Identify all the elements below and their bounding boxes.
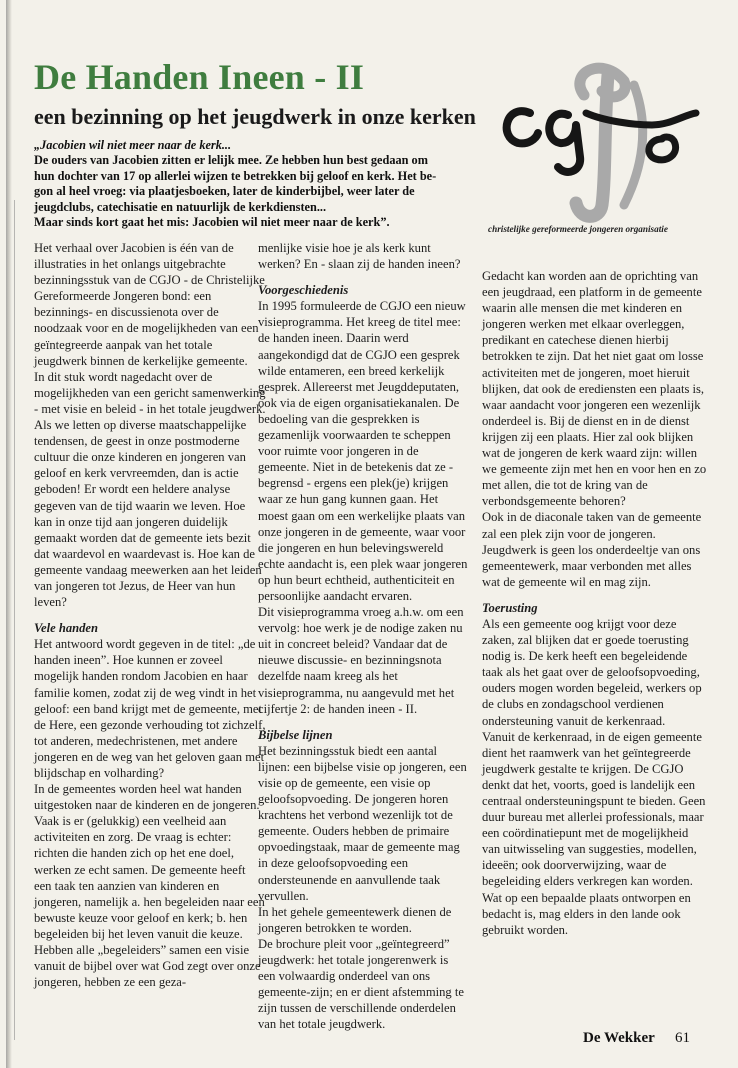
paragraph: Het verhaal over Jacobien is één van de illustraties in het onlangs uitgebrachte bezinningsstuk van de CGJO - de Christelijke Gereformeerde Jongeren bond: een bezinnings- en discussienota over de noodzaak voor en de mogelijkheden van een geïntegreerde aanpak van het totale jeugdwerk binnen de kerkelijke gemeente. [34, 241, 265, 368]
paragraph: In het gehele gemeentewerk dienen de jongeren betrokken te worden. [258, 904, 452, 935]
intro-line: De ouders van Jacobien zitten er lelijk mee. Ze hebben hun best gedaan om [34, 153, 428, 168]
paragraph: In de gemeentes worden heel wat handen uitgestoken naar de kinderen en de jongeren. Vaak is er (gelukkig) een veelheid aan activiteiten en zorg. De vraag is echter: richten die handen zich op het ene doel, werken ze echt samen. De gemeente heeft een taak ten aanzien van kinderen en jongeren, namelijk a. hen begeleiden naar een bewuste keuze voor geloof en kerk; b. hen begeleiden bij het leven vanuit die keuze. Hebben alle „begeleiders” samen een visie vanuit de bijbel over wat God zegt over onze jongeren, hebben ze een geza- [34, 782, 265, 990]
article-subtitle: een bezinning op het jeugdwerk in onze kerken [34, 104, 476, 129]
paragraph: De brochure pleit voor „geïntegreerd” jeugdwerk: het totale jongerenwerk is een volwaardig onderdeel van ons gemeente-zijn; en er dient afstemming te zijn tussen de verschillende onderdelen van het totale jeugdwerk. [258, 936, 464, 1032]
intro-line: jeugdclubs, catechisatie en natuurlijk de kerkdiensten... [34, 199, 327, 214]
paragraph: In dit stuk wordt nagedacht over de mogelijkheden van een gericht samenwerking - met visie en beleid - in het totale jeugdwerk. Als we letten op diverse maatschappelijke tendensen, de geest in onze postmoderne cultuur die onze kinderen en jongeren van geloof en kerk vervreemden, dan is actie geboden! Er wordt een heldere analyse gegeven van de tijd waarin we leven. Hoe kan in onze tijd aan jongeren duidelijk gemaakt worden dat de gemeente iets bezit dat waardevol en waardevast is. Hoe kan de gemeente vandaag meewerken aan het leiden van jongeren tot Jezus, de Heer van hun leven? [34, 369, 266, 610]
paragraph: Gedacht kan worden aan de oprichting van een jeugdraad, een platform in de gemeente waarin alle mensen die met kinderen en jongeren werken met elkaar overleggen, predikant en catechese dienen hierbij betrokken te zijn. Dat het niet gaat om losse activiteiten met de jongeren, moet hieruit blijken, dat ook de erediensten een plaats is, waar aandacht voor jongeren een wezenlijk onderdeel is. Bij de dienst en in de dienst krijgen zij een plaats. Hier zal ook blijken wat de jongeren de kerk waard zijn: willen we gemeente zijn met hen en voor hen en zo met allen, die tot de kring van de verbondsgemeente behoren? [482, 269, 707, 509]
logo-caption: christelijke gereformeerde jongeren organisatie [488, 224, 668, 234]
section-heading: Bijbelse lijnen [258, 727, 333, 742]
paragraph: menlijke visie hoe je als kerk kunt werken? En - slaan zij de handen ineen? [258, 241, 461, 272]
page-binding-edge [6, 0, 12, 1068]
paragraph: Het antwoord wordt gegeven in de titel: „de handen ineen”. Hoe kunnen er zoveel mogelijk handen rondom Jacobien en haar familie komen, zodat zij de weg vindt in het geloof: een band krijgt met de gemeente, met de Here, een gezonde verhouding tot zichzelf, tot anderen, medechristenen, met andere jongeren en de weg van het geloven gaan met blijdschap en volharding? [34, 637, 266, 780]
paragraph: Het bezinningsstuk biedt een aantal lijnen: een bijbelse visie op jongeren, een visie op de gemeente, een visie op geloofsopvoeding. De jongeren horen krachtens het verbond wezenlijk tot de gemeente. Ouders hebben de primaire opvoedingstaak, maar de gemeente mag in deze geloofsopvoeding een ondersteunende en aanvullende taak vervullen. [258, 743, 467, 903]
intro-quote: „Jacobien wil niet meer naar de kerk... [34, 138, 232, 152]
paragraph: Vanuit de kerkenraad, in de eigen gemeente dient het raamwerk van het geïntegreerde jeugdwerk gestalte te krijgen. De CGJO denkt dat het, voorts, goed is landelijk een centraal ondersteuningspunt te bieden. Geen duur bureau met allerlei professionals, maar een coördinatiepunt met de mogelijkheid van uitwisseling van suggesties, modellen, ideeën; ook doorverwijzing, waar de begeleiding elders verkregen kan worden. Wat op een bepaalde plaats ontworpen en bedacht is, mag elders in den lande ook gebruikt worden. [482, 729, 706, 937]
paragraph: Jeugdwerk is geen los onderdeeltje van ons gemeentewerk, maar verbonden met alles wat de gemeente wil en mag zijn. [482, 542, 701, 589]
page-binding-line [14, 200, 15, 1040]
magazine-name: De Wekker [583, 1030, 655, 1046]
intro-line: hun dochter van 17 op allerlei wijzen te betrekken bij geloof en kerk. Het be- [34, 168, 437, 183]
column-right [482, 268, 708, 938]
section-heading: Vele handen [34, 621, 99, 636]
cgjo-logo-icon [484, 55, 704, 227]
paragraph: Ook in de diaconale taken van de gemeente zal een plek zijn voor de jongeren. [482, 510, 702, 541]
intro-line: gon al heel vroeg: via plaatjesboeken, later de kinderbijbel, weer later de [34, 184, 415, 199]
page-number: 61 [675, 1030, 690, 1046]
intro-line: Maar sinds kort gaat het mis: Jacobien wil niet meer naar de kerk”. [34, 215, 390, 230]
paragraph: Als een gemeente oog krijgt voor deze zaken, zal blijken dat er goede toerusting nodig is. De kerk heeft een begeleidende taak als het gaat over de geloofsopvoeding, ouders mogen worden begeleid, werkers op de clubs en zondagschool verdienen ondersteuning vanuit de kerkenraad. [482, 616, 702, 728]
intro-lead [34, 138, 482, 230]
paragraph: In 1995 formuleerde de CGJO een nieuw visieprogramma. Het kreeg de titel mee: de handen ineen. Daarin werd aangekondigd dat de CGJO een gesprek wilde entameren, een breed kerkelijk gesprek. Allereerst met Jeugddeputaten, ook via de eigen organisatiekanalen. De bedoeling van die gesprekken is gezamenlijk voorwaarden te scheppen voor ruimte voor jongeren in de gemeente. Niet in de betekenis dat ze - begrensd - ergens een plek(je) krijgen waar ze hun gang kunnen gaan. Het moest gaan om een werkelijke plaats van onze jongeren in de gemeente, waar voor die jongeren en hun belevingswereld echte aandacht is, een plek waar jongeren op hun beurt echtheid, authenticiteit en persoonlijke aandacht ervaren. [258, 299, 468, 603]
column-middle [258, 240, 468, 1033]
section-heading: Voorgeschiedenis [258, 283, 349, 298]
column-left [34, 240, 266, 990]
paragraph: Dit visieprogramma vroeg a.h.w. om een vervolg: hoe werk je de nodige zaken nu uit in concreet beleid? Vandaar dat de nieuwe discussie- en bezinningsnota dezelfde naam kreeg als het visieprogramma, nu aangevuld met het cijfertje 2: de handen ineen - II. [258, 605, 464, 716]
section-heading: Toerusting [482, 600, 538, 615]
article-title: De Handen Ineen - II [34, 57, 365, 97]
